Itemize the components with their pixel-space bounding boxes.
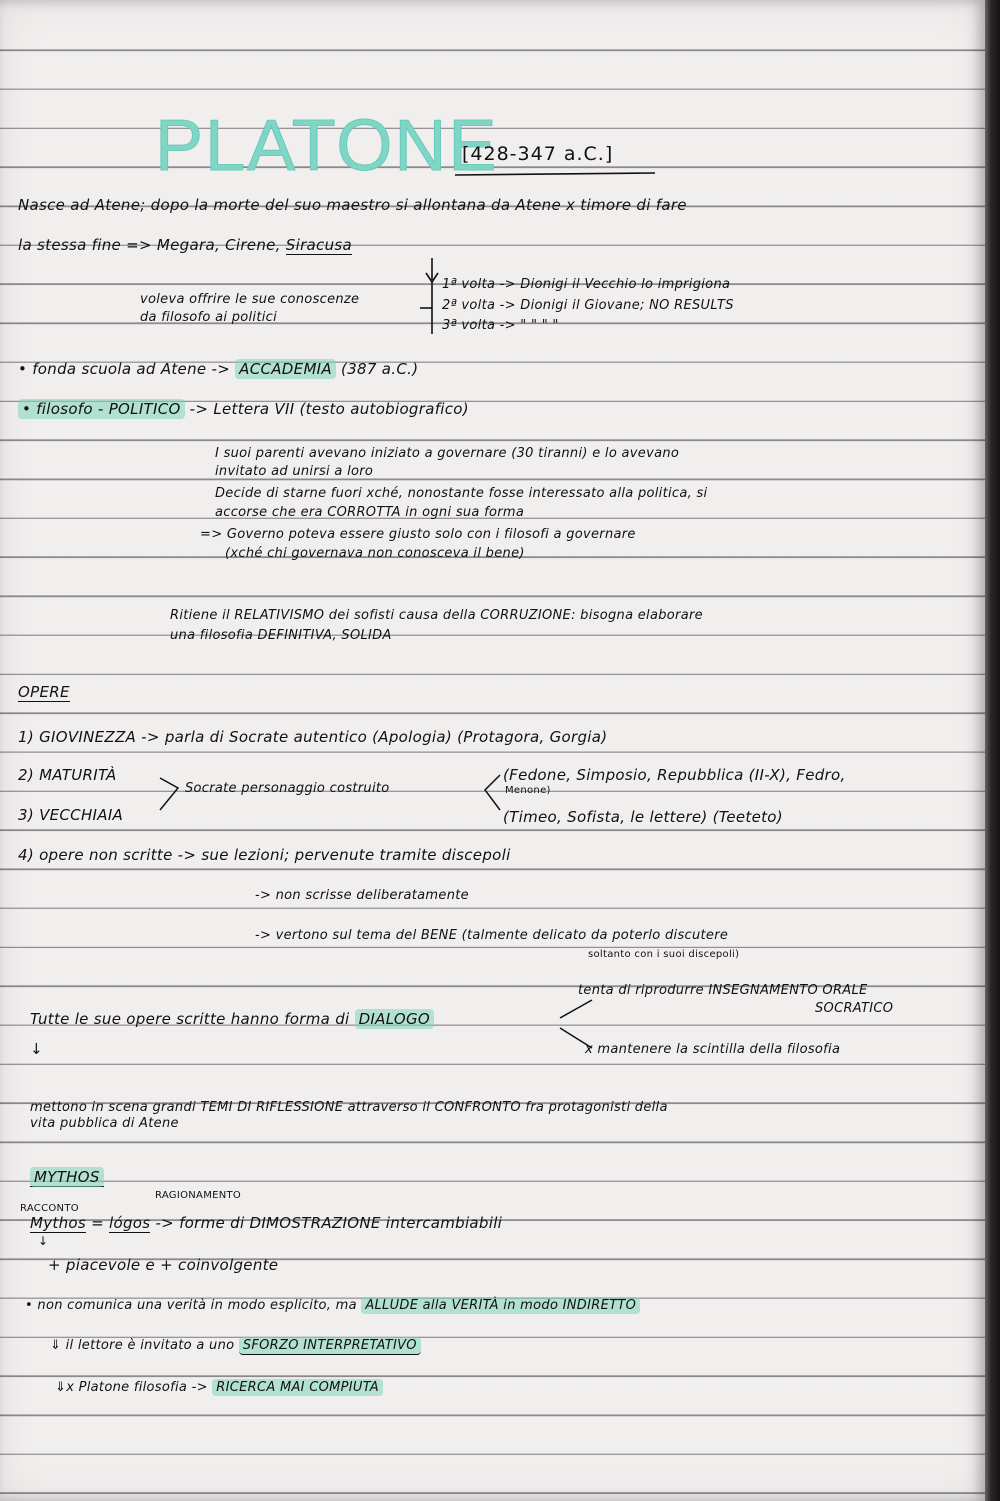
socratico-label: SOCRATICO [815,1001,894,1016]
lettera-line-6: (xché chi governava non conosceva il bene) [225,546,525,561]
allude-line [25,1298,640,1313]
menone-label: Menone) [505,785,551,796]
ritiene-line-2: una filosofia DEFINITIVA, SOLIDA [170,628,392,643]
opere-gruppo-1: (Fedone, Simposio, Repubblica (II-X), Fedro, [503,766,846,784]
page-title: PLATONE [155,106,499,186]
lettera-line-5: => Governo poteva essere giusto solo con i filosofi a governare [200,527,636,542]
mettono-line-2: vita pubblica di Atene [30,1116,179,1131]
sforzo-highlight: SFORZO INTERPRETATIVO [239,1337,421,1355]
dialogo-highlight: DIALOGO [355,1009,434,1029]
filosofo-line [18,400,469,418]
logos-word: lógos [109,1214,151,1232]
dialogo-split-up [560,1000,592,1018]
allude-highlight: ALLUDE alla VERITÀ in modo INDIRETTO [361,1297,640,1314]
ricerca-line [55,1380,383,1395]
socrate-costruito: Socrate personaggio costruito [185,781,390,796]
opera-4-d: soltanto con i suoi discepoli) [588,949,740,960]
fonda-text: • fonda scuola ad Atene -> [18,360,236,378]
opere-gruppo-2: (Timeo, Sofista, le lettere) (Teeteto) [503,808,783,826]
politico-highlight: • filosofo - POLITICO [18,399,185,419]
dates-label: [428-347 a.C.] [462,143,614,165]
viaggio-1: 1ª volta -> Dionigi il Vecchio lo imprigiona [442,277,731,292]
tende-label: tenta di riprodurre INSEGNAMENTO ORALE [578,983,868,998]
maturita-brace [160,778,178,810]
lettera-line-3: Decide di starne fuori xché, nonostante fosse interessato alla politica, si [215,486,708,501]
down-arrow: ↓ [30,1040,43,1058]
ricerca-highlight: RICERCA MAI COMPIUTA [212,1379,383,1396]
fonda-year: (387 a.C.) [335,360,419,378]
mythos-heading [30,1168,104,1187]
lettera-line-4: accorse che era CORROTTA in ogni sua forma [215,505,525,520]
viaggi-aside-1: voleva offrire le sue conoscenze [140,292,360,307]
intro-line-2 [18,236,352,254]
mantenere-label: x mantenere la scintilla della filosofia [585,1042,841,1057]
allude-text: • non comunica una verità in modo esplicito, ma [25,1298,362,1313]
viaggio-2: 2ª volta -> Dionigi il Giovane; NO RESULTS [442,298,734,313]
siracusa-label: Siracusa [285,236,353,254]
mythos-highlight: MYTHOS [30,1167,104,1187]
mettono-line-1: mettono in scena grandi TEMI DI RIFLESSIONE attraverso il CONFRONTO fra protagonisti della [30,1100,668,1115]
lettore-text: ⇓ il lettore è invitato a uno [50,1338,239,1353]
equals-sign: = [86,1214,110,1232]
opera-1: 1) GIOVINEZZA -> parla di Socrate autentico (Apologia) (Protagora, Gorgia) [18,728,608,746]
opere-split [485,775,500,810]
opera-4-c: -> vertono sul tema del BENE (talmente delicato da poterlo discutere [255,928,729,943]
intro-line-2a: la stessa fine => Megara, Cirene, [18,236,286,254]
viaggio-3: 3ª volta -> " " " " [442,318,559,333]
viaggi-aside-2: da filosofo ai politici [140,310,278,325]
dimostrazione-text: -> forme di DIMOSTRAZIONE intercambiabili [150,1214,503,1232]
lettera-line-1: I suoi parenti avevano iniziato a governare (30 tiranni) e lo avevano [215,446,680,461]
lettera-line-2: invitato ad unirsi a loro [215,464,374,479]
tutte-text: Tutte le sue opere scritte hanno forma di [30,1010,355,1028]
lettera-ref: -> Lettera VII (testo autobiografico) [184,400,469,418]
lettore-line [50,1338,421,1353]
fonda-line [18,360,418,378]
opere-heading: OPERE [18,683,70,701]
ragionamento-label: RAGIONAMENTO [155,1190,242,1201]
mythos-down-arrow: ↓ [38,1234,49,1248]
dialogo-line [30,1010,434,1028]
mythos-equation [30,1214,502,1232]
ritiene-line-1: Ritiene il RELATIVISMO dei sofisti causa della CORRUZIONE: bisogna elaborare [170,608,703,623]
piacevole-line: + piacevole e + coinvolgente [48,1256,279,1274]
opera-2: 2) MATURITÀ [18,766,117,784]
accademia-highlight: ACCADEMIA [235,359,336,379]
opera-4: 4) opere non scritte -> sue lezioni; pervenute tramite discepoli [18,846,511,864]
mythos-word: Mythos [30,1214,86,1232]
platone-filosofia-text: ⇓x Platone filosofia -> [55,1380,213,1395]
intro-line-1: Nasce ad Atene; dopo la morte del suo maestro si allontana da Atene x timore di fare [18,196,687,214]
racconto-label: RACCONTO [20,1203,79,1214]
opera-4-b: -> non scrisse deliberatamente [255,888,469,903]
opera-3: 3) VECCHIAIA [18,806,124,824]
